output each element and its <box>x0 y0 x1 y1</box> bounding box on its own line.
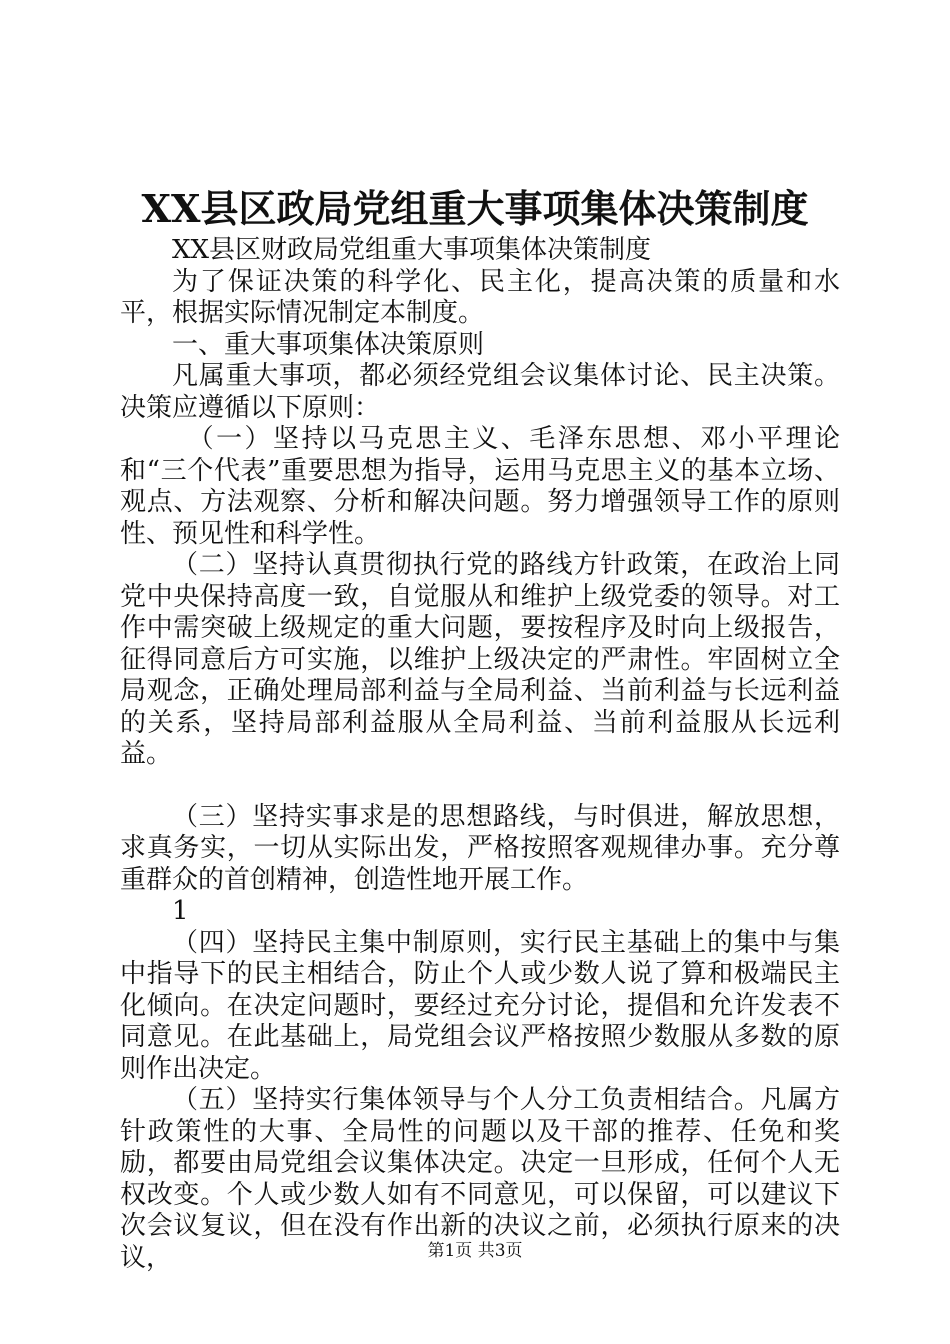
paragraph-principle-3: （三）坚持实事求是的思想路线，与时俱进，解放思想，求真务实，一切从实际出发，严格按照客观规律办事。充分尊重群众的首创精神，创造性地开展工作。 <box>120 801 840 895</box>
paragraph-subtitle: XX县区财政局党组重大事项集体决策制度 <box>172 235 652 265</box>
paragraph-intro: 为了保证决策的科学化、民主化，提高决策的质量和水平，根据实际情况制定本制度。 <box>120 266 840 328</box>
document-body <box>120 235 840 1274</box>
document-title: XX县区政局党组重大事项集体决策制度 <box>141 186 809 231</box>
page-footer: 第1页 共3页 <box>427 1241 523 1261</box>
paragraph-principle-5: （五）坚持实行集体领导与个人分工负责相结合。凡属方针政策性的大事、全局性的问题以及干部的推荐、任免和奖励，都要由局党组会议集体决定。决定一旦形成，任何个人无权改变。个人或少数人如有不同意见，可以保留，可以建议下次会议复议，但在没有作出新的决议之前，必须执行原来的决议， <box>120 1085 840 1273</box>
paragraph-principle-1: （一）坚持以马克思主义、毛泽东思想、邓小平理论和“三个代表”重要思想为指导，运用马克思主义的基本立场、观点、方法观察、分析和解决问题。努力增强领导工作的原则性、预见性和科学性。 <box>120 424 840 549</box>
paragraph-principles-intro: 凡属重大事项，都必须经党组会议集体讨论、民主决策。决策应遵循以下原则： <box>120 361 840 423</box>
section-heading-1: 一、重大事项集体决策原则 <box>172 329 485 360</box>
stray-page-number: 1 <box>172 896 189 926</box>
paragraph-principle-2: （二）坚持认真贯彻执行党的路线方针政策，在政治上同党中央保持高度一致，自觉服从和维护上级党委的领导。对工作中需突破上级规定的重大问题，要按程序及时向上级报告，征得同意后方可实施，以维护上级决定的严肃性。牢固树立全局观念，正确处理局部利益与全局利益、当前利益与长远利益的关系，坚持局部利益服从全局利益、当前利益服从长远利益。 <box>120 550 840 769</box>
paragraph-principle-4: （四）坚持民主集中制原则，实行民主基础上的集中与集中指导下的民主相结合，防止个人或少数人说了算和极端民主化倾向。在决定问题时，要经过充分讨论，提倡和允许发表不同意见。在此基础上，局党组会议严格按照少数服从多数的原则作出决定。 <box>120 927 840 1084</box>
